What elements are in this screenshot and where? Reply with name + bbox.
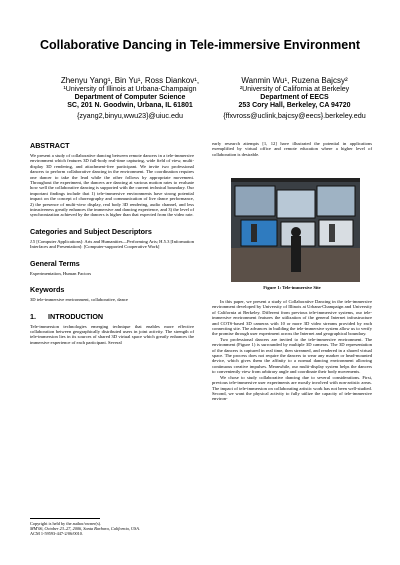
affiliation-line: SC, 201 N. Goodwin, Urbana, IL 61801 [67, 102, 193, 109]
section-number: 1. [30, 311, 36, 321]
paragraph: In this paper, we present a study of Collaborative Dancing in the tele-immersive environment developed by University of Illinois at Urbana-Champaign and University of California at Berkeley. Different from previous tele-immersive systems, our tele-immersive environment features the utilization of the general Internet infrastructure and COTS-based 3D cameras with 10 or more 3D video streams provided by each connecting site. The advances in building the tele-immersive system allow us to verify the promise through user experiment across the Internet and geographical boundary. [212, 299, 372, 337]
affiliation-line: ²University of California at Berkeley [239, 86, 350, 93]
copyright-notice [30, 521, 194, 536]
abstract-text: We present a study of collaborative dancing between remote dancers in a tele-immersive environment which features 3D full-body real-time capturing, wide field of view, multi-display 3D rendering, and attachment-free participant. We invite two professional dancers to perform collaborative dancing in the environment. The coordination requires one dancer to take the lead while the other follows by appropriate movement. Throughout the experiment, the dancers are dancing at various motion rates to evaluate how well the collaborative dancing is supported with the current technical boundary. Our important findings include that 1) tele-immersive environments have strong potential impact on the concept of choreography and communication of live dance performance, 2) the presence of multi-view display, real body 3D rendering, audio channel, and less intrusiveness greatly enhances the immersive and dancing experience, and 3) the level of synchronization achieved by the dancers is higher than that expected from the video rate. [30, 153, 194, 218]
right-column-top-text: early research attempts [1, 12] have illustrated the potential in applications exemplified by virtual office and remote education where a higher level of collaboration is desirable. [212, 141, 372, 157]
right-column-body [212, 299, 372, 402]
author-email: {ffxvross@uclink,bajcsy@eecs}.berkeley.edu [223, 111, 366, 120]
footnote-divider [30, 518, 100, 519]
tele-immersive-site-photo [231, 178, 360, 282]
keywords-text: 3D tele-immersive environment, collaborative, dance [30, 297, 128, 303]
author-block-right [212, 76, 377, 120]
paragraph: Two professional dancers are invited to the tele-immersive environment. The environment (Figure 1) is surrounded by multiple 3D cameras. The 3D representation of the dancers is captured in real time, then streamed, and rendered in a shared virtual space. The process does not require the dancers to wear any marker or head-mounted device, which gives them the affinity to a normal dancing environment allowing continuous creative impulses. Meanwhile, our multi-display system helps the dancers to conveniently view from arbitrary angle and coordinate their body movements. [212, 336, 372, 375]
categories-heading: Categories and Subject Descriptors [30, 226, 152, 236]
introduction-text: Tele-immersion technologies emerging technique that enables more effective collaboration between geographically distributed users in joint activity. The strength of tele-immersion lies in its sources of shared 3D virtual space which greatly enhances the immersive experience of each participant. Several [30, 323, 194, 345]
author-names: Zhenyu Yang¹, Bin Yu¹, Ross Diankov¹, [60, 76, 200, 85]
terms-heading: General Terms [30, 258, 80, 268]
figure-caption: Figure 1: Tele-immersive Site [263, 285, 321, 290]
affiliation-line: Department of EECS [260, 94, 329, 101]
author-email: {zyang2,binyu,wwu23}@uiuc.edu [77, 111, 183, 120]
affiliation-line: ¹University of Illinois at Urbana-Champaign [63, 86, 197, 93]
section-title: INTRODUCTION [48, 311, 104, 321]
keywords-heading: Keywords [30, 285, 65, 295]
paper-title: Collaborative Dancing in Tele-immersive Environment [40, 38, 360, 52]
affiliation-line: Department of Computer Science [74, 94, 186, 101]
introduction-heading [30, 312, 194, 321]
abstract-heading: ABSTRACT [30, 141, 70, 150]
categories-text: J.5 [Computer Applications]: Arts and Humanities—Performing Arts; H.5.3 [Information Interfaces and Presentation]: [Computer-supported Cooperative Work] [30, 238, 194, 250]
terms-text: Experimentation, Human Factors [30, 270, 92, 276]
author-names: Wanmin Wu¹, Ruzena Bajcsy² [241, 76, 348, 85]
left-column [30, 141, 194, 345]
copyright-line: Copyright is held by the author/owner(s). [30, 521, 102, 526]
author-block-left [55, 76, 205, 120]
paragraph: We chose to study collaborative dancing due to several considerations. First, previous tele-immersive user experiments are mostly involved with non-artistic areas. The impact of tele-immersion on collaborating artistic work has not been well-studied. Second, we want the physical activity to fully utilize the capacity of tele-immersive environ- [212, 374, 372, 402]
affiliation-line: 253 Cory Hall, Berkeley, CA 94720 [238, 102, 351, 109]
copyright-line: MM'06, October 23–27, 2006, Santa Barbara, California, USA. [30, 526, 140, 531]
copyright-line: ACM 1-59593-447-2/06/0010. [30, 531, 83, 536]
site-photo-illustration [231, 178, 360, 282]
